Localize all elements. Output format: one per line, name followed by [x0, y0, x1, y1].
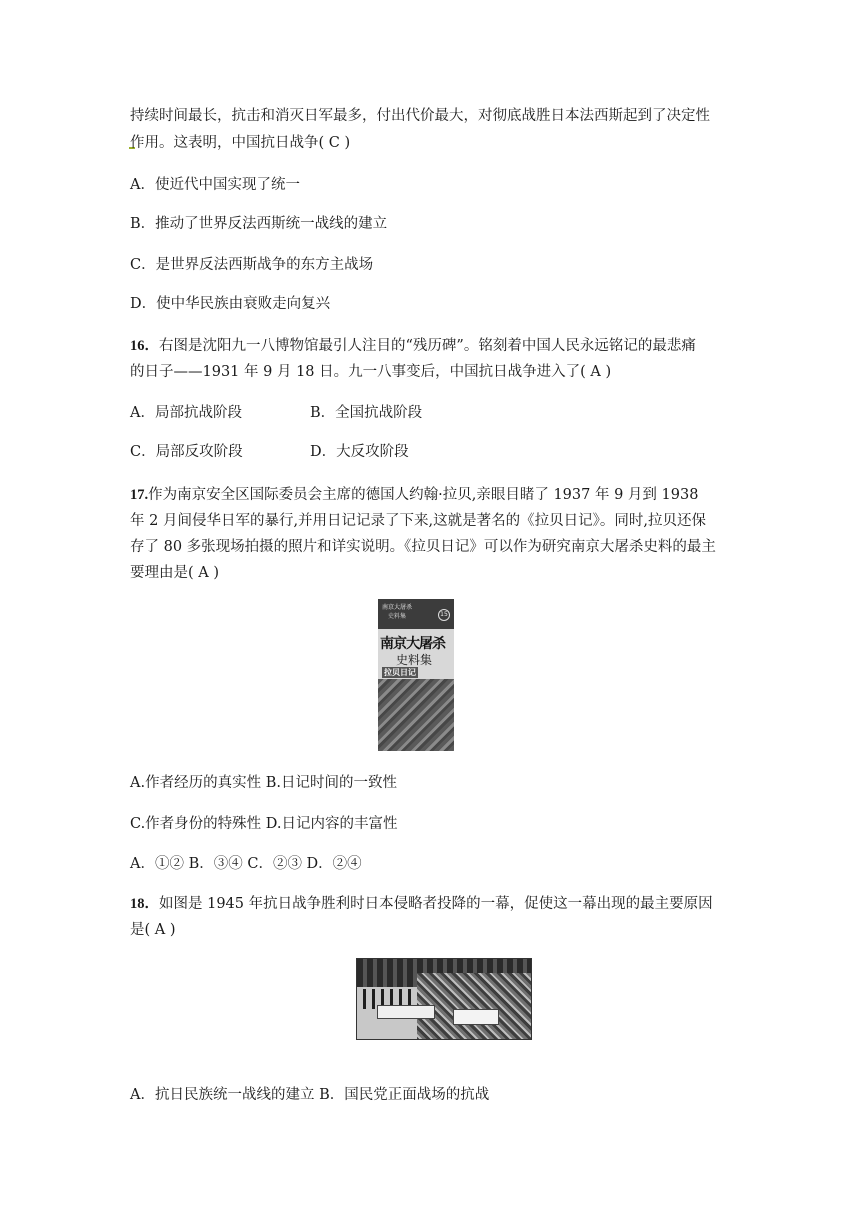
q17-number: 17.: [130, 487, 149, 503]
q17-options-ab: A.作者经历的真实性 B.日记时间的一致性: [130, 775, 397, 791]
cover-book-name: 拉贝日记: [384, 668, 416, 677]
q18-text-line-2: 是( A ): [130, 922, 176, 938]
cover-series-2: 史料集: [388, 613, 407, 620]
q17-options-cd: C.作者身份的特殊性 D.日记内容的丰富性: [130, 816, 398, 832]
q15-option-c: C．是世界反法西斯战争的东方主战场: [130, 257, 374, 273]
q16-option-d: D．大反攻阶段: [310, 444, 409, 460]
q17-text-line-2: 年 2 月间侵华日军的暴行,并用日记记录了下来,这就是著名的《拉贝日记》。同时,拉贝还保: [130, 513, 707, 529]
q16-option-a: A．局部抗战阶段: [130, 405, 242, 421]
book-cover-image: [378, 599, 454, 751]
q15-option-a: A．使近代中国实现了统一: [130, 177, 300, 193]
q18-number: 18．: [130, 896, 159, 912]
q18-options-ab: A．抗日民族统一战线的建立 B．国民党正面战场的抗战: [130, 1087, 490, 1103]
q16-number: 16．: [130, 338, 159, 354]
q17-choices: A．①② B．③④ C．②③ D．②④: [130, 856, 362, 872]
photo-table: [377, 1005, 435, 1019]
q17-text-line-4: 要理由是( A ): [130, 565, 220, 581]
q18-text-line-1: [130, 894, 713, 914]
q17-text-line-3: 存了 80 多张现场拍摄的照片和详实说明。《拉贝日记》可以作为研究南京大屠杀史料的最主: [130, 539, 716, 555]
q17-text-line-1: [130, 485, 698, 505]
surrender-ceremony-photo: [356, 958, 532, 1040]
q16-option-c: C．局部反攻阶段: [130, 444, 243, 460]
q15-text-line-1: 持续时间最长，抗击和消灭日军最多，付出代价最大，对彻底战胜日本法西斯起到了决定性: [130, 108, 710, 124]
q16-text: 右图是沈阳九一八博物馆最引人注目的“残历碑”。铭刻着中国人民永远铭记的最悲痛: [159, 338, 696, 354]
q15-option-d: D．使中华民族由衰败走向复兴: [130, 296, 331, 312]
cover-photo: [378, 679, 454, 751]
q15-text-line-2: 作用。这表明，中国抗日战争( C ): [130, 135, 351, 151]
cover-subtitle: 史料集: [396, 653, 433, 667]
q17-text: 作为南京安全区国际委员会主席的德国人约翰·拉贝,亲眼目睹了 1937 年 9 月到 1938: [148, 487, 699, 503]
photo-table-2: [453, 1009, 499, 1025]
cover-volume: 15: [438, 609, 450, 621]
q16-text-line-1: [130, 336, 696, 356]
q18-text: 如图是 1945 年抗日战争胜利时日本侵略者投降的一幕，促使这一幕出现的最主要原因: [159, 896, 713, 912]
q15-option-b: B．推动了世界反法西斯统一战线的建立: [130, 216, 388, 232]
q16-option-b: B．全国抗战阶段: [310, 405, 423, 421]
q16-text-line-2: 的日子——1931 年 9 月 18 日。九一八事变后，中国抗日战争进入了( A ): [130, 364, 612, 380]
cover-series: 南京大屠杀: [382, 604, 413, 611]
cover-title: 南京大屠杀: [380, 636, 445, 652]
